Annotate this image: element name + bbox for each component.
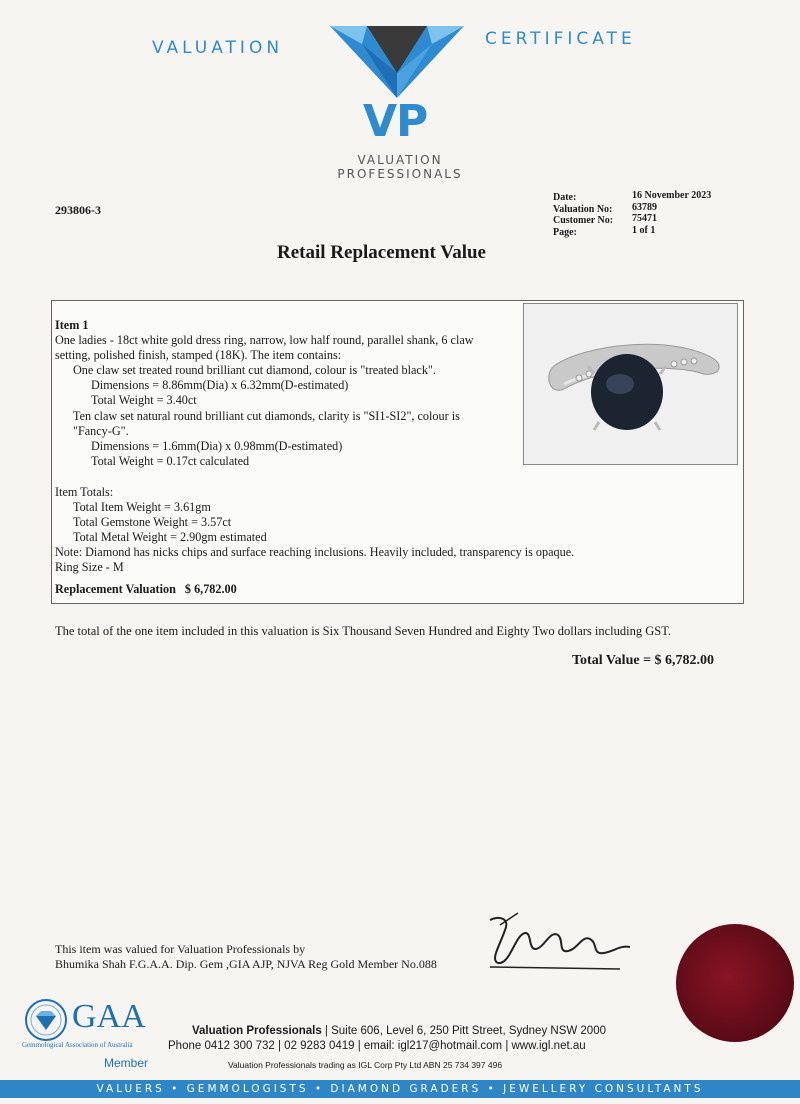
replacement-valuation bbox=[55, 582, 735, 597]
valuation-no-label: Valuation No: bbox=[553, 203, 613, 215]
item-line: Dimensions = 8.86mm(Dia) x 6.32mm(D-estimated) bbox=[91, 378, 349, 393]
contact-line: Phone 0412 300 732 | 02 9283 0419 | email: igl217@hotmail.com | www.igl.net.au bbox=[168, 1040, 586, 1052]
ring-image-icon bbox=[524, 304, 737, 464]
valuer-line2: Bhumika Shah F.G.A.A. Dip. Gem ,GIA AJP, NJVA Reg Gold Member No.088 bbox=[55, 957, 437, 971]
item-line: One ladies - 18ct white gold dress ring, narrow, low half round, parallel shank, 6 claw bbox=[55, 333, 474, 348]
signature-icon bbox=[470, 905, 640, 975]
valuer-statement bbox=[55, 942, 437, 972]
valuation-no-value: 63789 bbox=[632, 201, 657, 213]
valuer-line1: This item was valued for Valuation Professionals by bbox=[55, 942, 306, 956]
item-line: Total Weight = 3.40ct bbox=[91, 393, 197, 408]
header-right-word: CERTIFICATE bbox=[485, 29, 636, 49]
item-totals bbox=[55, 485, 735, 597]
street-address: | Suite 606, Level 6, 250 Pitt Street, Sydney NSW 2000 bbox=[321, 1025, 606, 1037]
customer-no-value: 75471 bbox=[632, 213, 657, 224]
page-title: Retail Replacement Value bbox=[277, 242, 486, 263]
meta-labels bbox=[553, 192, 613, 238]
page-value: 1 of 1 bbox=[632, 224, 656, 236]
date-value: 16 November 2023 bbox=[632, 190, 712, 201]
item-line: "Fancy-G". bbox=[73, 423, 129, 438]
company-name: Valuation Professionals bbox=[192, 1025, 322, 1037]
total-value: Total Value = $ 6,782.00 bbox=[572, 653, 715, 668]
total-gemstone-weight: Total Gemstone Weight = 3.57ct bbox=[73, 515, 232, 530]
item-line: setting, polished finish, stamped (18K). The item contains: bbox=[55, 348, 342, 363]
vp-logo-letters: VP bbox=[363, 96, 428, 147]
meta-values bbox=[632, 190, 711, 236]
logo-subtitle-line1: VALUATION bbox=[357, 153, 443, 167]
item-line: One claw set treated round brilliant cut diamond, colour is "treated black". bbox=[73, 363, 436, 378]
red-seal bbox=[676, 924, 794, 1042]
diamond-logo-icon bbox=[322, 18, 472, 100]
item-totals-heading: Item Totals: bbox=[55, 485, 114, 499]
summary-sentence: The total of the one item included in this valuation is Six Thousand Seven Hundred and Eighty Two dollars including GST. bbox=[55, 624, 672, 638]
logo-subtitle-line2: PROFESSIONALS bbox=[337, 167, 463, 181]
gaa-caption: Gemmological Association of Australia bbox=[22, 1041, 133, 1049]
replacement-label: Replacement Valuation bbox=[55, 581, 176, 596]
customer-no-label: Customer No: bbox=[553, 215, 614, 226]
gaa-emblem-icon bbox=[24, 998, 68, 1042]
reference-number: 293806-3 bbox=[55, 203, 101, 217]
header-left-word: VALUATION bbox=[152, 38, 284, 58]
gaa-logo-text: GAA bbox=[72, 998, 146, 1035]
gaa-member-label: Member bbox=[104, 1056, 149, 1070]
item-description bbox=[55, 318, 525, 469]
item-heading: Item 1 bbox=[55, 318, 89, 332]
total-metal-weight: Total Metal Weight = 2.90gm estimated bbox=[73, 530, 267, 545]
item-line: Total Weight = 0.17ct calculated bbox=[91, 453, 250, 468]
ring-size: Ring Size - M bbox=[55, 560, 124, 575]
replacement-value: $ 6,782.00 bbox=[184, 581, 237, 596]
page-label: Page: bbox=[553, 226, 577, 238]
item-note: Note: Diamond has nicks chips and surface reaching inclusions. Heavily included, transparency is opaque. bbox=[55, 545, 575, 560]
total-item-weight: Total Item Weight = 3.61gm bbox=[73, 500, 211, 515]
logo-subtitle bbox=[300, 153, 500, 181]
footer-bar: VALUERS • GEMMOLOGISTS • DIAMOND GRADERS • JEWELLERY CONSULTANTS bbox=[0, 1080, 800, 1098]
abn-line: Valuation Professionals trading as IGL Corp Pty Ltd ABN 25 734 397 496 bbox=[228, 1060, 503, 1070]
item-line: Ten claw set natural round brilliant cut diamonds, clarity is "SI1-SI2", colour is bbox=[73, 408, 460, 423]
item-line: Dimensions = 1.6mm(Dia) x 0.98mm(D-estimated) bbox=[91, 438, 343, 453]
address-line1 bbox=[192, 1025, 606, 1037]
date-label: Date: bbox=[553, 192, 577, 203]
ring-photo bbox=[523, 303, 738, 465]
